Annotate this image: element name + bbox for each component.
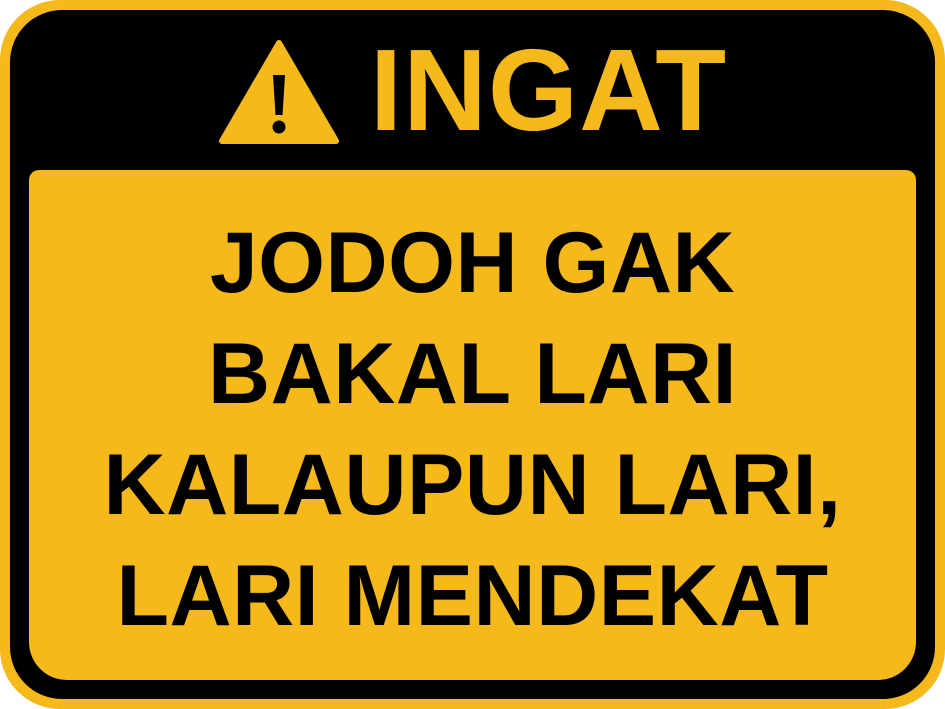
- message-panel: [29, 170, 916, 680]
- warning-triangle-icon: [218, 39, 340, 145]
- message-line-4: LARI MENDEKAT: [116, 548, 829, 644]
- sign-title: INGAT: [369, 25, 728, 155]
- message-line-1: JODOH GAK: [209, 215, 736, 311]
- sign-border: [10, 10, 935, 699]
- message-line-3: KALAUPUN LARI,: [103, 437, 842, 533]
- sign-header: [10, 10, 935, 170]
- message-line-2: BAKAL LARI: [208, 326, 737, 422]
